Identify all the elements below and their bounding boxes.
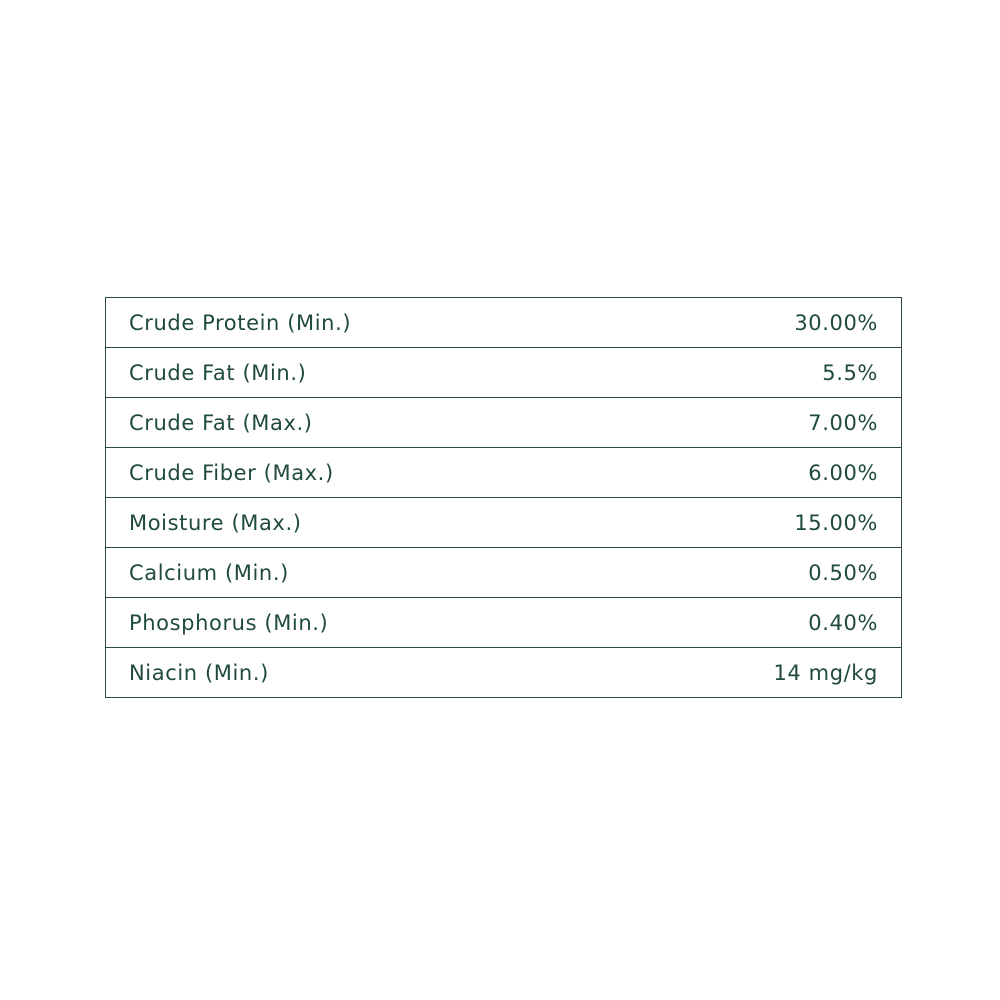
nutrient-label: Crude Fat (Max.) [106, 398, 616, 448]
nutrient-value: 0.40% [615, 598, 902, 648]
nutrient-label: Calcium (Min.) [106, 548, 616, 598]
table-row [106, 398, 902, 448]
nutrient-label: Crude Fiber (Max.) [106, 448, 616, 498]
nutrient-label: Crude Fat (Min.) [106, 348, 616, 398]
nutrient-value: 7.00% [615, 398, 902, 448]
table-body [106, 298, 902, 698]
table-row [106, 348, 902, 398]
nutrient-label: Phosphorus (Min.) [106, 598, 616, 648]
nutrient-label: Moisture (Max.) [106, 498, 616, 548]
table-row [106, 548, 902, 598]
nutrient-value: 15.00% [615, 498, 902, 548]
table-row [106, 298, 902, 348]
table-row [106, 448, 902, 498]
table-row [106, 498, 902, 548]
guaranteed-analysis-table [105, 297, 902, 698]
nutrient-value: 0.50% [615, 548, 902, 598]
nutrient-value: 6.00% [615, 448, 902, 498]
nutrient-value: 30.00% [794, 310, 878, 335]
nutrient-value: 14 mg/kg [615, 648, 902, 698]
table-row [106, 598, 902, 648]
table-row [106, 648, 902, 698]
nutrient-label: Crude Protein (Min.) [129, 310, 352, 335]
nutrient-label: Niacin (Min.) [106, 648, 616, 698]
nutrient-value: 5.5% [615, 348, 902, 398]
